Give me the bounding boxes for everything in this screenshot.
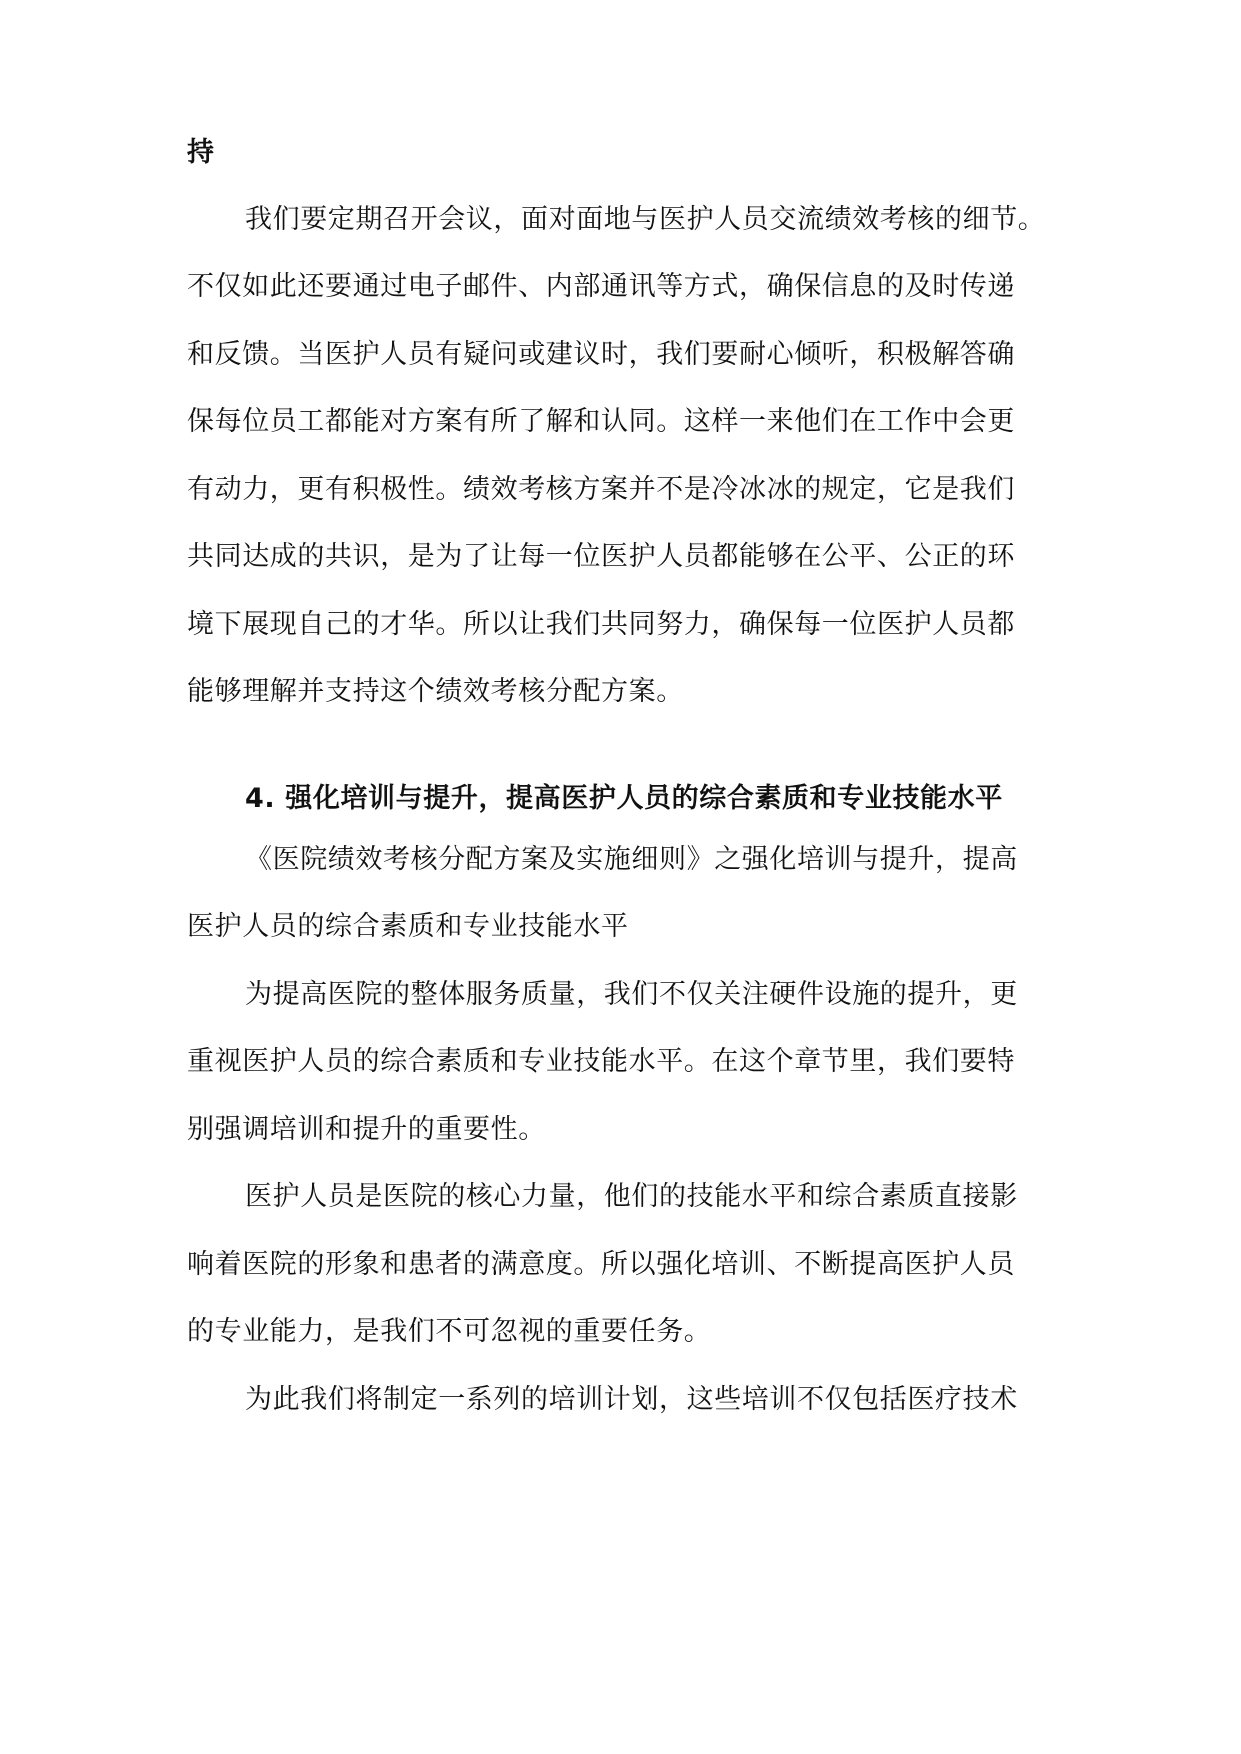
section-heading: 4. 强化培训与提升，提高医护人员的综合素质和专业技能水平 xyxy=(245,783,1003,814)
paragraph-line: 保每位员工都能对方案有所了解和认同。这样一来他们在工作中会更 xyxy=(187,406,1015,437)
continued-heading-fragment: 持 xyxy=(187,137,215,168)
paragraph-line: 医护人员是医院的核心力量，他们的技能水平和综合素质直接影 xyxy=(245,1181,1018,1212)
paragraph-line: 我们要定期召开会议，面对面地与医护人员交流绩效考核的细节。 xyxy=(245,204,1046,235)
paragraph-line: 共同达成的共识，是为了让每一位医护人员都能够在公平、公正的环 xyxy=(187,541,1015,572)
paragraph-line: 《医院绩效考核分配方案及实施细则》之强化培训与提升，提高 xyxy=(245,844,1018,875)
paragraph-line: 为此我们将制定一系列的培训计划，这些培训不仅包括医疗技术 xyxy=(245,1384,1018,1415)
paragraph-line: 重视医护人员的综合素质和专业技能水平。在这个章节里，我们要特 xyxy=(187,1046,1015,1077)
paragraph-line: 和反馈。当医护人员有疑问或建议时，我们要耐心倾听，积极解答确 xyxy=(187,339,1015,370)
paragraph-line: 别强调培训和提升的重要性。 xyxy=(187,1114,546,1145)
paragraph-line: 不仅如此还要通过电子邮件、内部通讯等方式，确保信息的及时传递 xyxy=(187,271,1015,302)
paragraph-line: 能够理解并支持这个绩效考核分配方案。 xyxy=(187,676,684,707)
paragraph-line: 境下展现自己的才华。所以让我们共同努力，确保每一位医护人员都 xyxy=(187,609,1015,640)
paragraph-line: 医护人员的综合素质和专业技能水平 xyxy=(187,911,629,942)
paragraph-line: 为提高医院的整体服务质量，我们不仅关注硬件设施的提升，更 xyxy=(245,979,1018,1010)
paragraph-line: 的专业能力，是我们不可忽视的重要任务。 xyxy=(187,1316,712,1347)
paragraph-line: 响着医院的形象和患者的满意度。所以强化培训、不断提高医护人员 xyxy=(187,1249,1015,1280)
paragraph-line: 有动力，更有积极性。绩效考核方案并不是冷冰冰的规定，它是我们 xyxy=(187,474,1015,505)
